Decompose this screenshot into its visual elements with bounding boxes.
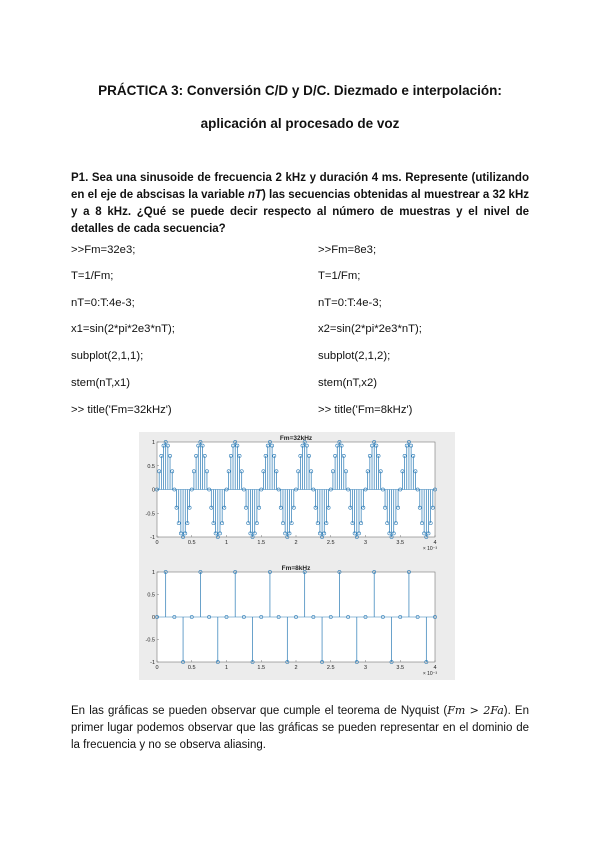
- chart-title: Fm=32kHz: [279, 435, 313, 442]
- code-left-line-5: subplot(2,1,1);: [71, 350, 144, 362]
- x-tick-label: 1.5: [257, 665, 266, 671]
- x-tick-label: 0.5: [187, 540, 196, 546]
- x-exponent-label: × 10⁻³: [422, 546, 437, 552]
- x-tick-label: 2: [294, 665, 298, 671]
- code-right-line-6: stem(nT,x2): [318, 377, 378, 389]
- y-tick-label: 0.5: [147, 592, 155, 599]
- title-line-1: PRÁCTICA 3: Conversión C/D y D/C. Diezmado e interpolación:: [98, 83, 502, 98]
- x-tick-label: 2: [294, 540, 298, 546]
- title-line-2: aplicación al procesado de voz: [200, 116, 400, 131]
- y-tick-label: 0: [151, 487, 155, 494]
- x-tick-label: 1: [224, 665, 229, 671]
- conclusion-paragraph: [71, 702, 529, 754]
- x-exponent-label: × 10⁻³: [422, 671, 437, 677]
- y-tick-label: -1: [150, 660, 155, 666]
- conclusion-part-1: En las gráficas se pueden observar que cumple el teorema de Nyquist (: [71, 705, 448, 717]
- y-tick-label: -0.5: [145, 511, 155, 518]
- code-right-line-2: T=1/Fm;: [318, 270, 361, 282]
- code-left-line-3: nT=0:T:4e-3;: [71, 297, 135, 309]
- y-tick-label: -1: [150, 535, 155, 541]
- code-right-line-4: x2=sin(2*pi*2e3*nT);: [318, 323, 422, 335]
- code-right-line-7: >> title('Fm=8kHz'): [318, 404, 413, 416]
- x-tick-label: 1: [224, 540, 229, 546]
- x-tick-label: 1.5: [257, 540, 266, 546]
- question-tail: ) las secuencias obtenidas al muestrear a 32 kHz y a 8 kHz. ¿Qué se puede decir respecto al número de muestras y el nivel de detalles de cada secuencia?: [71, 189, 529, 235]
- y-tick-label: 1: [151, 440, 155, 446]
- chart-title: Fm=8kHz: [281, 565, 311, 572]
- code-right-line-1: >>Fm=8e3;: [318, 244, 377, 256]
- x-tick-label: 3: [363, 665, 368, 671]
- x-tick-label: 3: [363, 540, 368, 546]
- matlab-figure: [139, 432, 455, 680]
- code-left-line-1: >>Fm=32e3;: [71, 244, 136, 256]
- code-right-line-3: nT=0:T:4e-3;: [318, 297, 382, 309]
- x-tick-label: 2.5: [326, 540, 335, 546]
- stem-plots: [139, 432, 455, 680]
- code-left-line-4: x1=sin(2*pi*2e3*nT);: [71, 323, 175, 335]
- x-tick-label: 3.5: [396, 665, 405, 671]
- y-tick-label: -0.5: [145, 637, 155, 644]
- code-left-line-2: T=1/Fm;: [71, 270, 114, 282]
- question-paragraph: [71, 170, 529, 238]
- x-tick-label: 3.5: [396, 540, 405, 546]
- x-tick-label: 0: [155, 665, 159, 671]
- conclusion-part-2: ). En primer lugar podemos observar que las gráficas se pueden representar en el dominio de la frecuencia y no se observa aliasing.: [71, 705, 529, 751]
- code-right-line-5: subplot(2,1,2);: [318, 350, 391, 362]
- stem-chart-1: [146, 435, 438, 552]
- x-tick-label: 2.5: [326, 665, 335, 671]
- x-tick-label: 0.5: [187, 665, 196, 671]
- nyquist-formula: Fm > 2Fa: [447, 704, 504, 717]
- x-tick-label: 4: [433, 665, 437, 671]
- y-tick-label: 0: [151, 615, 155, 621]
- question-lead: P1. Sea una sinusoide de frecuencia 2 kHz y duración 4 ms. Represente (utilizando en el eje de abscisas la variable: [71, 172, 529, 201]
- code-left-line-7: >> title('Fm=32kHz'): [71, 404, 172, 416]
- x-tick-label: 0: [155, 540, 159, 546]
- stem-chart-2: [146, 565, 438, 677]
- x-tick-label: 4: [433, 540, 437, 546]
- y-tick-label: 1: [151, 570, 155, 576]
- code-left-line-6: stem(nT,x1): [71, 377, 131, 389]
- y-tick-label: 0.5: [147, 463, 155, 470]
- question-variable: nT: [247, 189, 262, 201]
